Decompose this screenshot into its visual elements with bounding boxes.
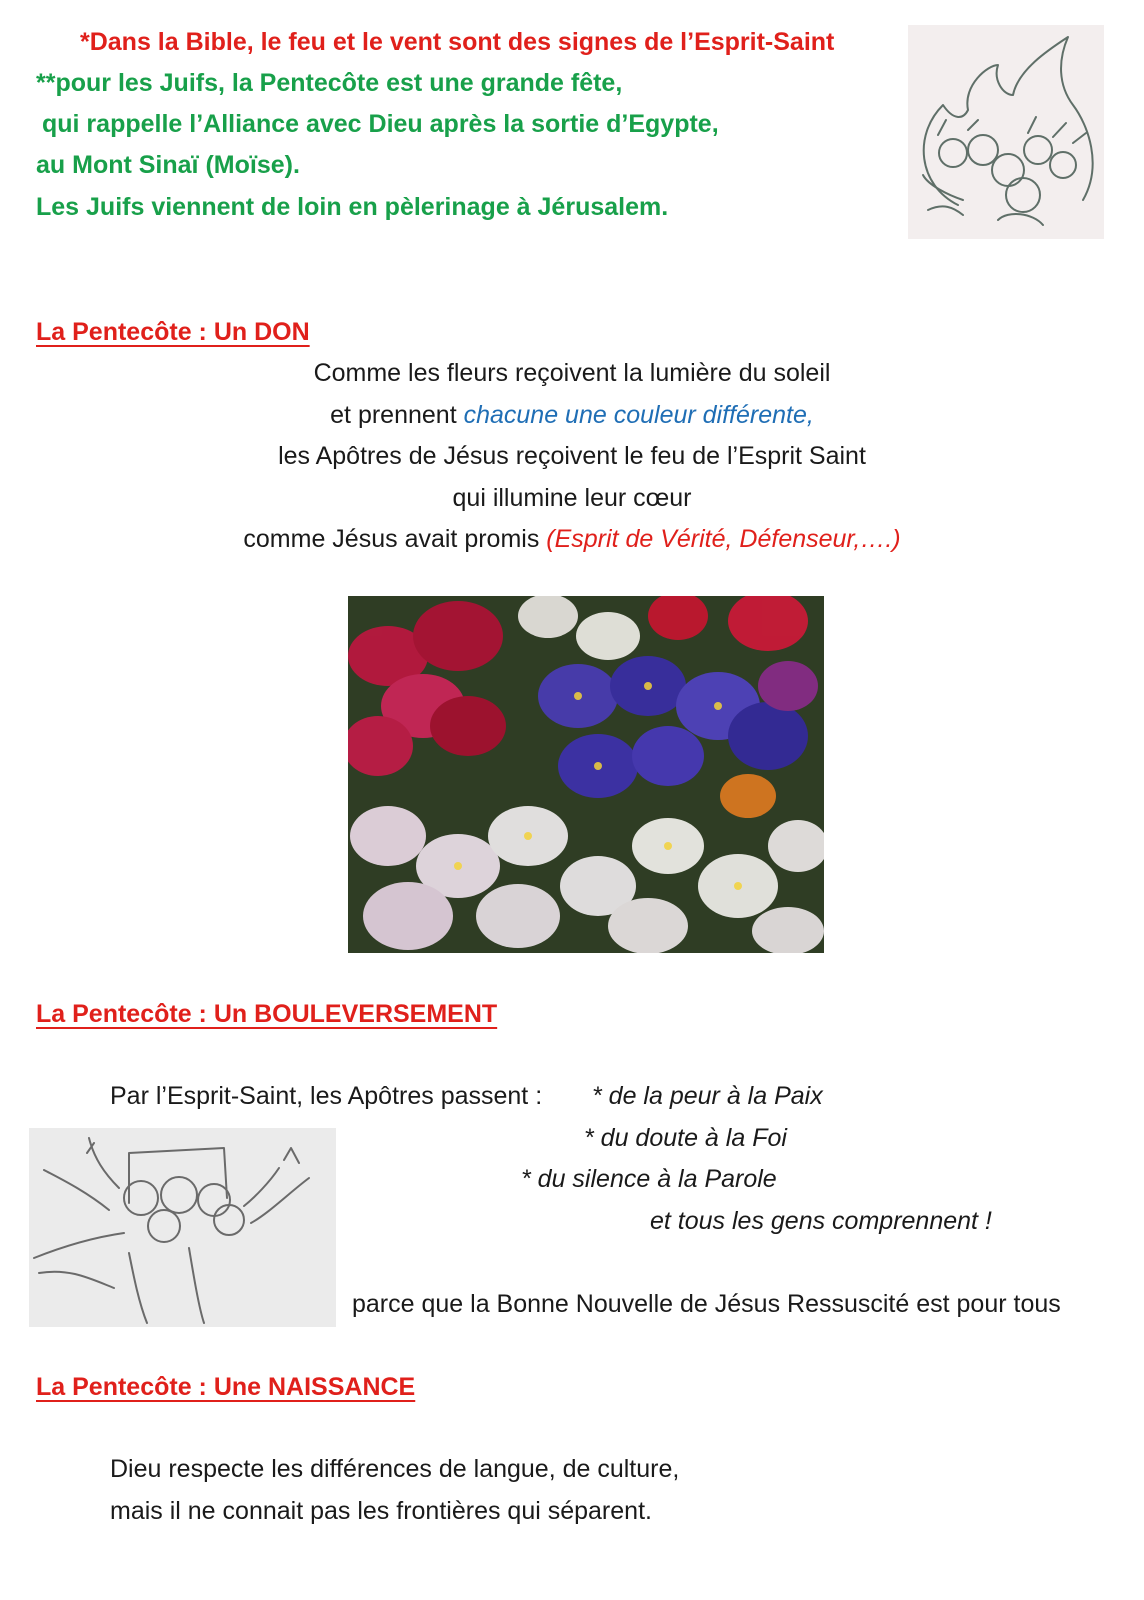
flame-people-drawing — [908, 25, 1104, 239]
don-line-2 — [0, 395, 1144, 437]
don-line-2-plain: et prennent — [330, 400, 464, 429]
naissance-line-1: Dieu respecte les différences de langue, de culture, — [110, 1455, 680, 1483]
bouleversement-item-3: * du silence à la Parole — [521, 1165, 777, 1193]
apostles-drawing — [29, 1128, 336, 1327]
don-line-2-italic: chacune une couleur différente, — [463, 400, 814, 429]
bouleversement-conclusion: parce que la Bonne Nouvelle de Jésus Ressuscité est pour tous — [352, 1290, 1061, 1318]
don-line-5-plain: comme Jésus avait promis — [243, 525, 547, 553]
don-line-4: qui illumine leur cœur — [452, 483, 692, 512]
bouleversement-item-2: * du doute à la Foi — [584, 1124, 787, 1152]
bouleversement-item-1: * de la peur à la Paix — [592, 1082, 823, 1110]
intro-line-3: qui rappelle l’Alliance avec Dieu après la sortie d’Egypte, — [42, 110, 719, 138]
bouleversement-intro: Par l’Esprit-Saint, les Apôtres passent : — [110, 1082, 543, 1110]
intro-line-4: au Mont Sinaï (Moïse). — [36, 151, 300, 179]
don-line-1: Comme les fleurs reçoivent la lumière du soleil — [313, 359, 831, 387]
heading-don: La Pentecôte : Un DON — [36, 318, 310, 346]
intro-line-2: **pour les Juifs, la Pentecôte est une grande fête, — [36, 69, 623, 97]
naissance-line-2: mais il ne connait pas les frontières qui séparent. — [110, 1497, 652, 1525]
intro-line-5: Les Juifs viennent de loin en pèlerinage à Jérusalem. — [36, 193, 669, 221]
don-text-block — [0, 353, 1144, 561]
don-line-3: les Apôtres de Jésus reçoivent le feu de l’Esprit Saint — [278, 442, 866, 470]
intro-line-1: *Dans la Bible, le feu et le vent sont des signes de l’Esprit-Saint — [80, 28, 835, 56]
don-line-5-italic: (Esprit de Vérité, Défenseur,….) — [546, 525, 901, 553]
don-line-5 — [0, 519, 1144, 561]
heading-naissance: La Pentecôte : Une NAISSANCE — [36, 1373, 416, 1401]
pansies-photo — [348, 596, 824, 953]
heading-bouleversement: La Pentecôte : Un BOULEVERSEMENT — [36, 1000, 498, 1028]
bouleversement-item-4: et tous les gens comprennent ! — [650, 1207, 992, 1235]
